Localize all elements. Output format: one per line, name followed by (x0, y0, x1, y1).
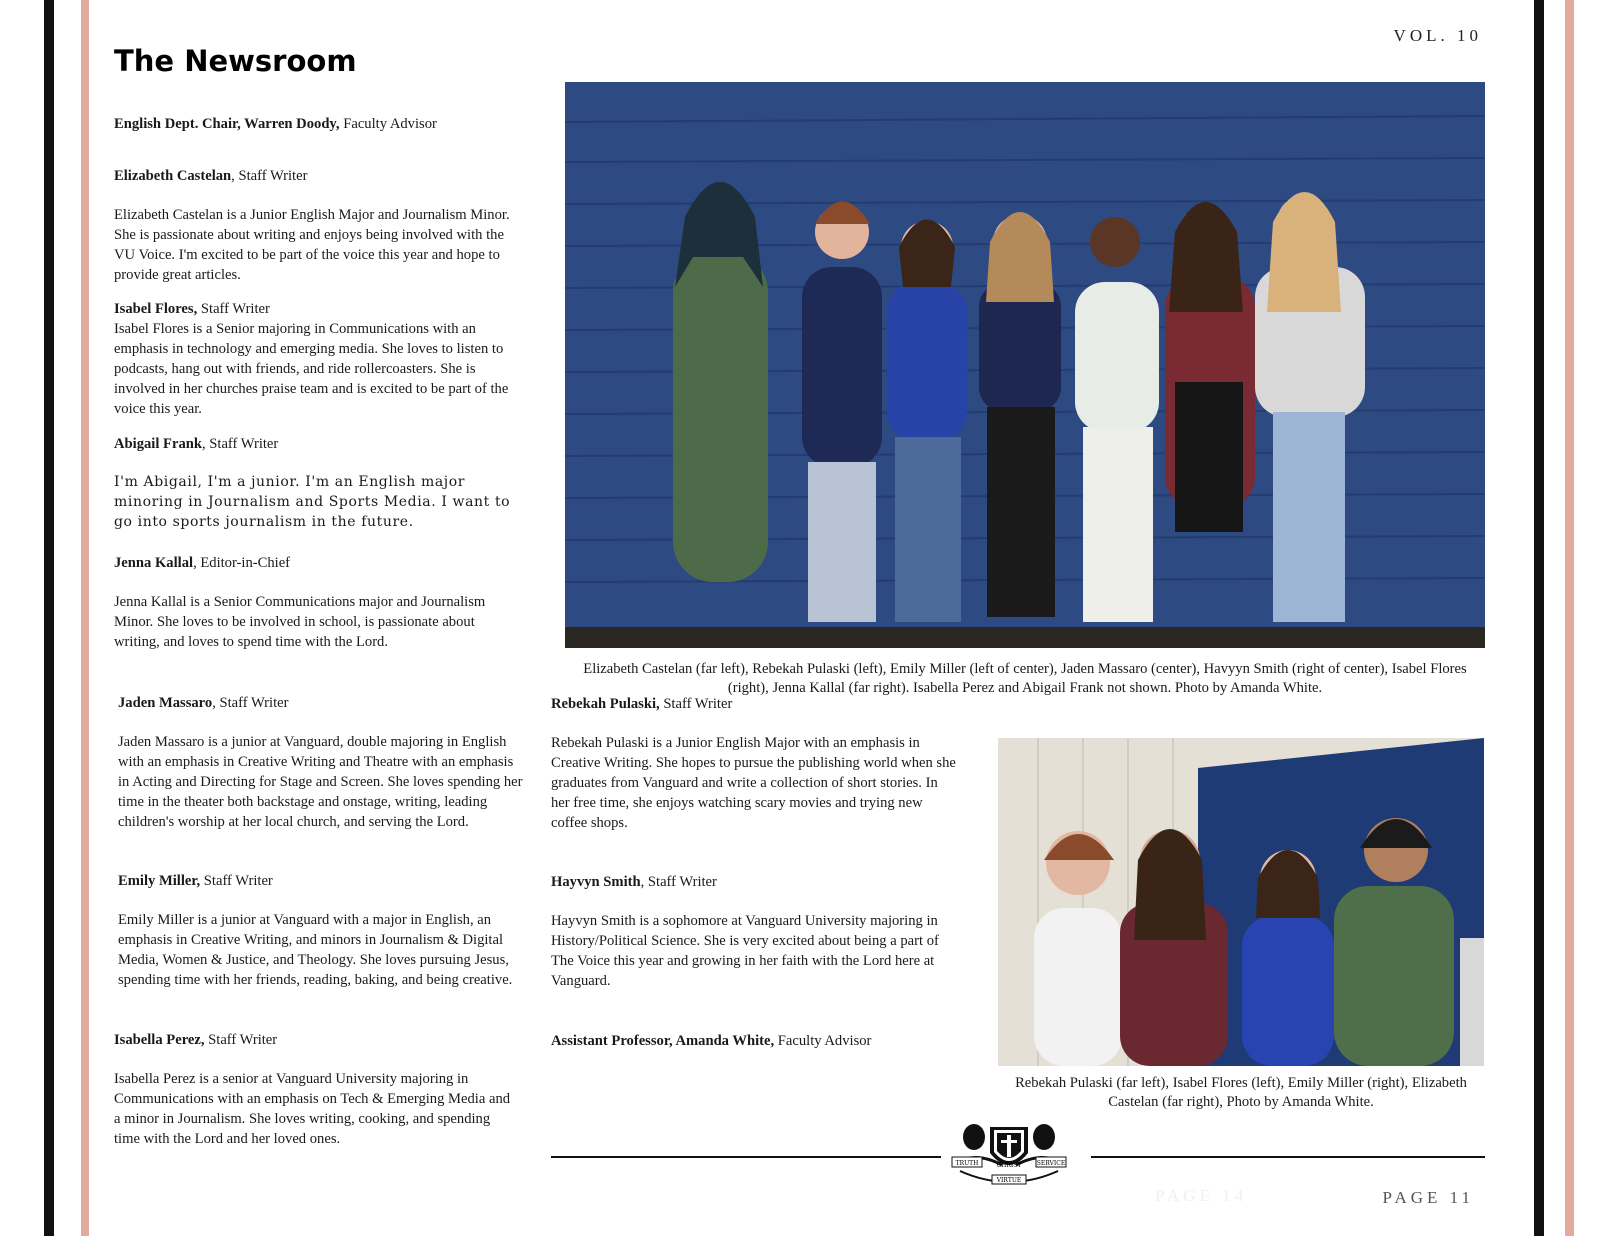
advisor-top-heading (114, 114, 524, 134)
flores-heading (114, 299, 524, 319)
miller-role: Staff Writer (200, 873, 273, 889)
group-photo-drawing (565, 82, 1485, 648)
perez-name: Isabella Perez, (114, 1032, 205, 1048)
smith-bio: Hayvyn Smith is a sophomore at Vanguard University majoring in History/Political Science. She is very excited about being a part of The Voice this year and growing in her faith with the Lord here at Vanguard. (551, 913, 939, 989)
massaro-role: , Staff Writer (212, 695, 289, 711)
massaro-name: Jaden Massaro (118, 695, 213, 711)
pulaski-role: Staff Writer (659, 696, 733, 712)
crest-drawing (950, 1121, 1068, 1187)
frank-heading (114, 434, 524, 454)
crest-motto-center: CHRIST (996, 1162, 1022, 1169)
advisor-bottom-role: Faculty Advisor (774, 1033, 872, 1049)
perez-role: Staff Writer (204, 1032, 278, 1048)
group-photo-caption: Elizabeth Castelan (far left), Rebekah Pulaski (left), Emily Miller (left of center), Jaden Massaro (center), Havyyn Smith (right of center), Isabel Flores (right), Jenna Kallal (far right). Isabella Perez and Abigail Frank not shown. Photo by Amanda White. (583, 661, 1467, 696)
smith-heading (551, 872, 961, 892)
castelan-role: , Staff Writer (231, 168, 308, 184)
kallal-bio: Jenna Kallal is a Senior Communications major and Journalism Minor. She loves to be involved in school, is passionate about writing, and loves to spend time with the Lord. (114, 594, 486, 650)
smith-name: Hayvyn Smith (551, 874, 641, 890)
frame-line-right-black (1534, 0, 1544, 1236)
castelan-heading (114, 166, 524, 186)
flores-name: Isabel Flores, (114, 301, 198, 317)
frank-role: , Staff Writer (201, 436, 279, 452)
advisor-top-name: English Dept. Chair, Warren Doody, (114, 116, 340, 132)
frank-name: Abigail Frank (114, 436, 202, 452)
volume-label: VOL. 10 (1393, 26, 1482, 45)
page-title: The Newsroom (114, 44, 357, 78)
kallal-role: , Editor-in-Chief (193, 555, 291, 571)
flores-bio: Isabel Flores is a Senior majoring in Communications with an emphasis in technology and emerging media. She loves to listen to podcasts, hang out with friends, and ride rollercoasters. She is involved in her churches praise team and is excited to be part of the voice this year. (114, 321, 509, 417)
candid-photo-drawing (998, 738, 1484, 1066)
perez-heading (114, 1030, 524, 1050)
ghost-page-number: PAGE 14 (1155, 1186, 1248, 1205)
advisor-top-role: Faculty Advisor (339, 116, 437, 132)
frank-bio: I'm Abigail, I'm a junior. I'm an English major minoring in Journalism and Sports Media. I want to go into sports journalism in the future. (114, 474, 511, 530)
university-crest-icon (950, 1121, 1068, 1187)
massaro-bio: Jaden Massaro is a junior at Vanguard, double majoring in English with an emphasis in Creative Writing and Theatre with an emphasis in Acting and Directing for Stage and Screen. She loves spending her time in the theater both backstage and onstage, writing, leading children's worship at her local church, and serving the Lord. (118, 734, 523, 830)
frame-line-left-black (44, 0, 54, 1236)
group-photo (565, 82, 1485, 648)
footer-rule-right (1091, 1156, 1485, 1158)
advisor-bottom-name: Assistant Professor, Amanda White, (551, 1033, 775, 1049)
crest-motto-left: TRUTH (955, 1160, 979, 1167)
footer-rule-left (551, 1156, 941, 1158)
frame-line-left-pink (81, 0, 89, 1236)
crest-motto-right: SERVICE (1036, 1160, 1066, 1167)
pulaski-name: Rebekah Pulaski, (551, 696, 660, 712)
perez-bio: Isabella Perez is a senior at Vanguard University majoring in Communications with an emphasis on Tech & Emerging Media and a minor in Journalism. She loves writing, cooking, and spending time with the Lord and her loved ones. (114, 1071, 511, 1147)
crest-motto-bottom: VIRTUE (996, 1177, 1022, 1184)
massaro-heading (118, 693, 528, 713)
miller-name: Emily Miller, (118, 873, 201, 889)
pulaski-bio: Rebekah Pulaski is a Junior English Major with an emphasis in Creative Writing. She hopes to pursue the publishing world when she graduates from Vanguard and write a collection of short stories. In her free time, she enjoys watching scary movies and trying new coffee shops. (551, 735, 956, 831)
candid-photo (998, 738, 1484, 1066)
pulaski-heading (551, 694, 961, 714)
page-number: PAGE 11 (1382, 1188, 1474, 1207)
kallal-heading (114, 553, 524, 573)
miller-bio: Emily Miller is a junior at Vanguard with a major in English, an emphasis in Creative Writing, and minors in Journalism & Digital Media, Women & Justice, and Theology. She loves pursuing Jesus, spending time with her friends, reading, baking, and being creative. (118, 912, 513, 988)
castelan-name: Elizabeth Castelan (114, 168, 232, 184)
miller-heading (118, 871, 528, 891)
candid-photo-caption: Rebekah Pulaski (far left), Isabel Flores (left), Emily Miller (right), Elizabeth Castelan (far right), Photo by Amanda White. (1015, 1075, 1467, 1110)
smith-role: , Staff Writer (640, 874, 717, 890)
advisor-bottom-heading (551, 1031, 971, 1051)
frame-line-right-pink (1565, 0, 1574, 1236)
flores-role: Staff Writer (197, 301, 270, 317)
castelan-bio: Elizabeth Castelan is a Junior English Major and Journalism Minor. She is passionate about writing and enjoys being involved with the VU Voice. I'm excited to be part of the voice this year and hope to provide great articles. (114, 207, 510, 283)
kallal-name: Jenna Kallal (114, 555, 194, 571)
